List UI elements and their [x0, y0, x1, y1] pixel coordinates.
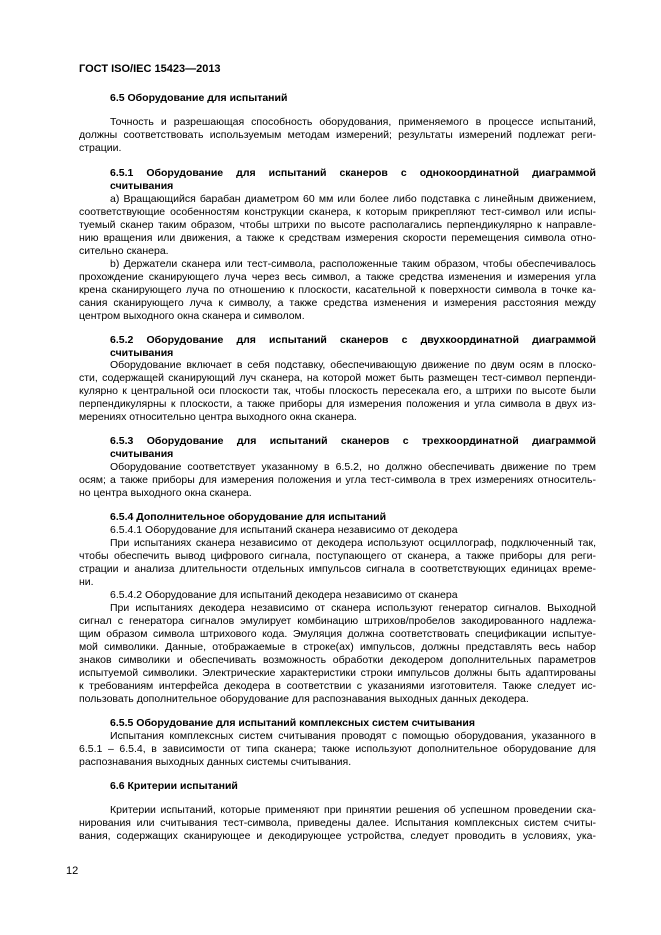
text-line: нирования или считывания тест-символа, приведены далее. Испытания комплексных систем считы- [79, 817, 596, 829]
text-line: но центра выходного окна сканера. [79, 487, 252, 499]
text-line: центром выходного окна сканера и символом. [79, 310, 305, 322]
section-heading-line: 6.5 Оборудование для испытаний [110, 92, 288, 104]
section-heading-line: считывания [110, 448, 174, 460]
text-line: пользовать дополнительное оборудование для распознавания выходных данных декодера. [79, 693, 529, 705]
text-line: щим образом символа штрихового кода. Эмуляция должна соответствовать спецификации испытуе- [79, 628, 596, 640]
text-line: перпендикулярны к плоскости, а также приборы для измерения положения и угла символа в двух из- [79, 398, 596, 410]
section-heading-line: 6.5.3 Оборудование для испытаний сканеров с трехкоординатной диаграммой [110, 435, 596, 447]
section-heading-line: 6.5.4 Дополнительное оборудование для испытаний [110, 511, 387, 523]
text-line: кулярно к центральной оси плоскости так, чтобы плоскость пересекала его, а штрихи по высоте были [79, 385, 596, 397]
text-line: мой символики. Данные, отображаемые в строке(ах) импульсов, должны представлять весь набор [79, 641, 596, 653]
text-line: нию вращения или движения, а также к средствам измерения скорости перемещения символа отно- [79, 232, 596, 244]
text-line: Точность и разрешающая способность оборудования, применяемого в процессе испытаний, [110, 116, 596, 128]
text-line: При испытаниях сканера независимо от декодера используют осциллограф, подключенный так, [110, 537, 596, 549]
text-line: 6.5.1 – 6.5.4, в зависимости от типа сканера; также используют дополнительное оборудование для [79, 743, 596, 755]
text-line: сания сканирующего луча к символу, а также средства изменения и измерения расстояния между [79, 297, 596, 309]
text-line: Критерии испытаний, которые применяют при принятии решения об успешном проведении ска- [110, 804, 596, 816]
text-line: сти, содержащей сканирующий луч сканера, на которой может быть размещен тест-символ перпенди- [79, 372, 596, 384]
section-heading-line: 6.5.1 Оборудование для испытаний сканеров с однокоординатной диаграммой [110, 167, 596, 179]
section-heading-line: считывания [110, 347, 174, 359]
text-line: прохождение сканирующего луча через весь символ, а также средства изменения и измерения угла [79, 271, 596, 283]
text-line: осям; а также приборы для измерения положения и угла тест-символа в трех измерениях относитель- [79, 474, 596, 486]
text-line: должны соответствовать используемым методам измерений; результаты измерений подлежат реги- [79, 129, 596, 141]
text-line: к требованиям интерфейса декодера в соответствии с указаниями изготовителя. Также следует ис- [79, 680, 596, 692]
text-line: ни. [79, 576, 94, 588]
text-line: испытуемой символики. Электрические характеристики строки импульсов должны быть адаптированы [79, 667, 596, 679]
text-line: страции. [79, 142, 122, 154]
section-heading-line: считывания [110, 180, 174, 192]
text-line: При испытаниях декодера независимо от сканера используют генератор сигналов. Выходной [110, 602, 596, 614]
text-line: 6.5.4.2 Оборудование для испытаний декодера независимо от сканера [110, 589, 458, 601]
text-line: Оборудование включает в себя подставку, обеспечивающую движение по двум осям в плоско- [110, 359, 596, 371]
text-line: Оборудование соответствует указанному в 6.5.2, но должно обеспечивать движение по трем [110, 461, 596, 473]
section-heading-line: 6.6 Критерии испытаний [110, 780, 238, 792]
text-line: знаков символики и обеспечивать возможность обработки декодером дополнительных параметров [79, 654, 596, 666]
page-number: 12 [66, 865, 79, 877]
section-heading-line: 6.5.5 Оборудование для испытаний комплексных систем считывания [110, 717, 475, 729]
text-line: b) Держатели сканера или тест-символа, расположенные таким образом, чтобы обеспечивалось [110, 258, 596, 270]
text-line: соответствующие особенностям конструкции сканера, к которым прикрепляют тест-символ или испы- [79, 206, 596, 218]
text-line: крена сканирующего луча по отношению к плоскости, касательной к поверхности символа в точке ка- [79, 284, 596, 296]
text-line: туемый сканер таким образом, чтобы штрихи по высоте располагались перпендикулярно к направле- [79, 219, 596, 231]
text-line: Испытания комплексных систем считывания проводят с помощью оборудования, указанного в [110, 730, 596, 742]
text-line: 6.5.4.1 Оборудование для испытаний сканера независимо от декодера [110, 524, 458, 536]
text-line: a) Вращающийся барабан диаметром 60 мм или более либо подставка с линейным движением, [110, 193, 596, 205]
text-line: распознавания выходных данных системы считывания. [79, 756, 352, 768]
text-line: вания, содержащих сканирующее и декодирующее устройства, следует проводить в условиях, ука- [79, 830, 596, 842]
text-line: страции и анализа длительности отдельных импульсов сигнала в соответствующих единицах време- [79, 563, 596, 575]
text-line: сительно сканера. [79, 245, 169, 257]
text-line: чтобы обеспечить вывод цифрового сигнала, поступающего от сканера, а также приборы для реги- [79, 550, 596, 562]
standard-designation: ГОСТ ISO/IEC 15423—2013 [79, 63, 221, 75]
section-heading-line: 6.5.2 Оборудование для испытаний сканеров с двухкоординатной диаграммой [110, 334, 596, 346]
text-line: сигнал с генератора сигналов эмулирует комбинацию штрихов/пробелов закодированного надлежа- [79, 615, 596, 627]
text-line: мерениях относительно центра выходного окна сканера. [79, 411, 357, 423]
